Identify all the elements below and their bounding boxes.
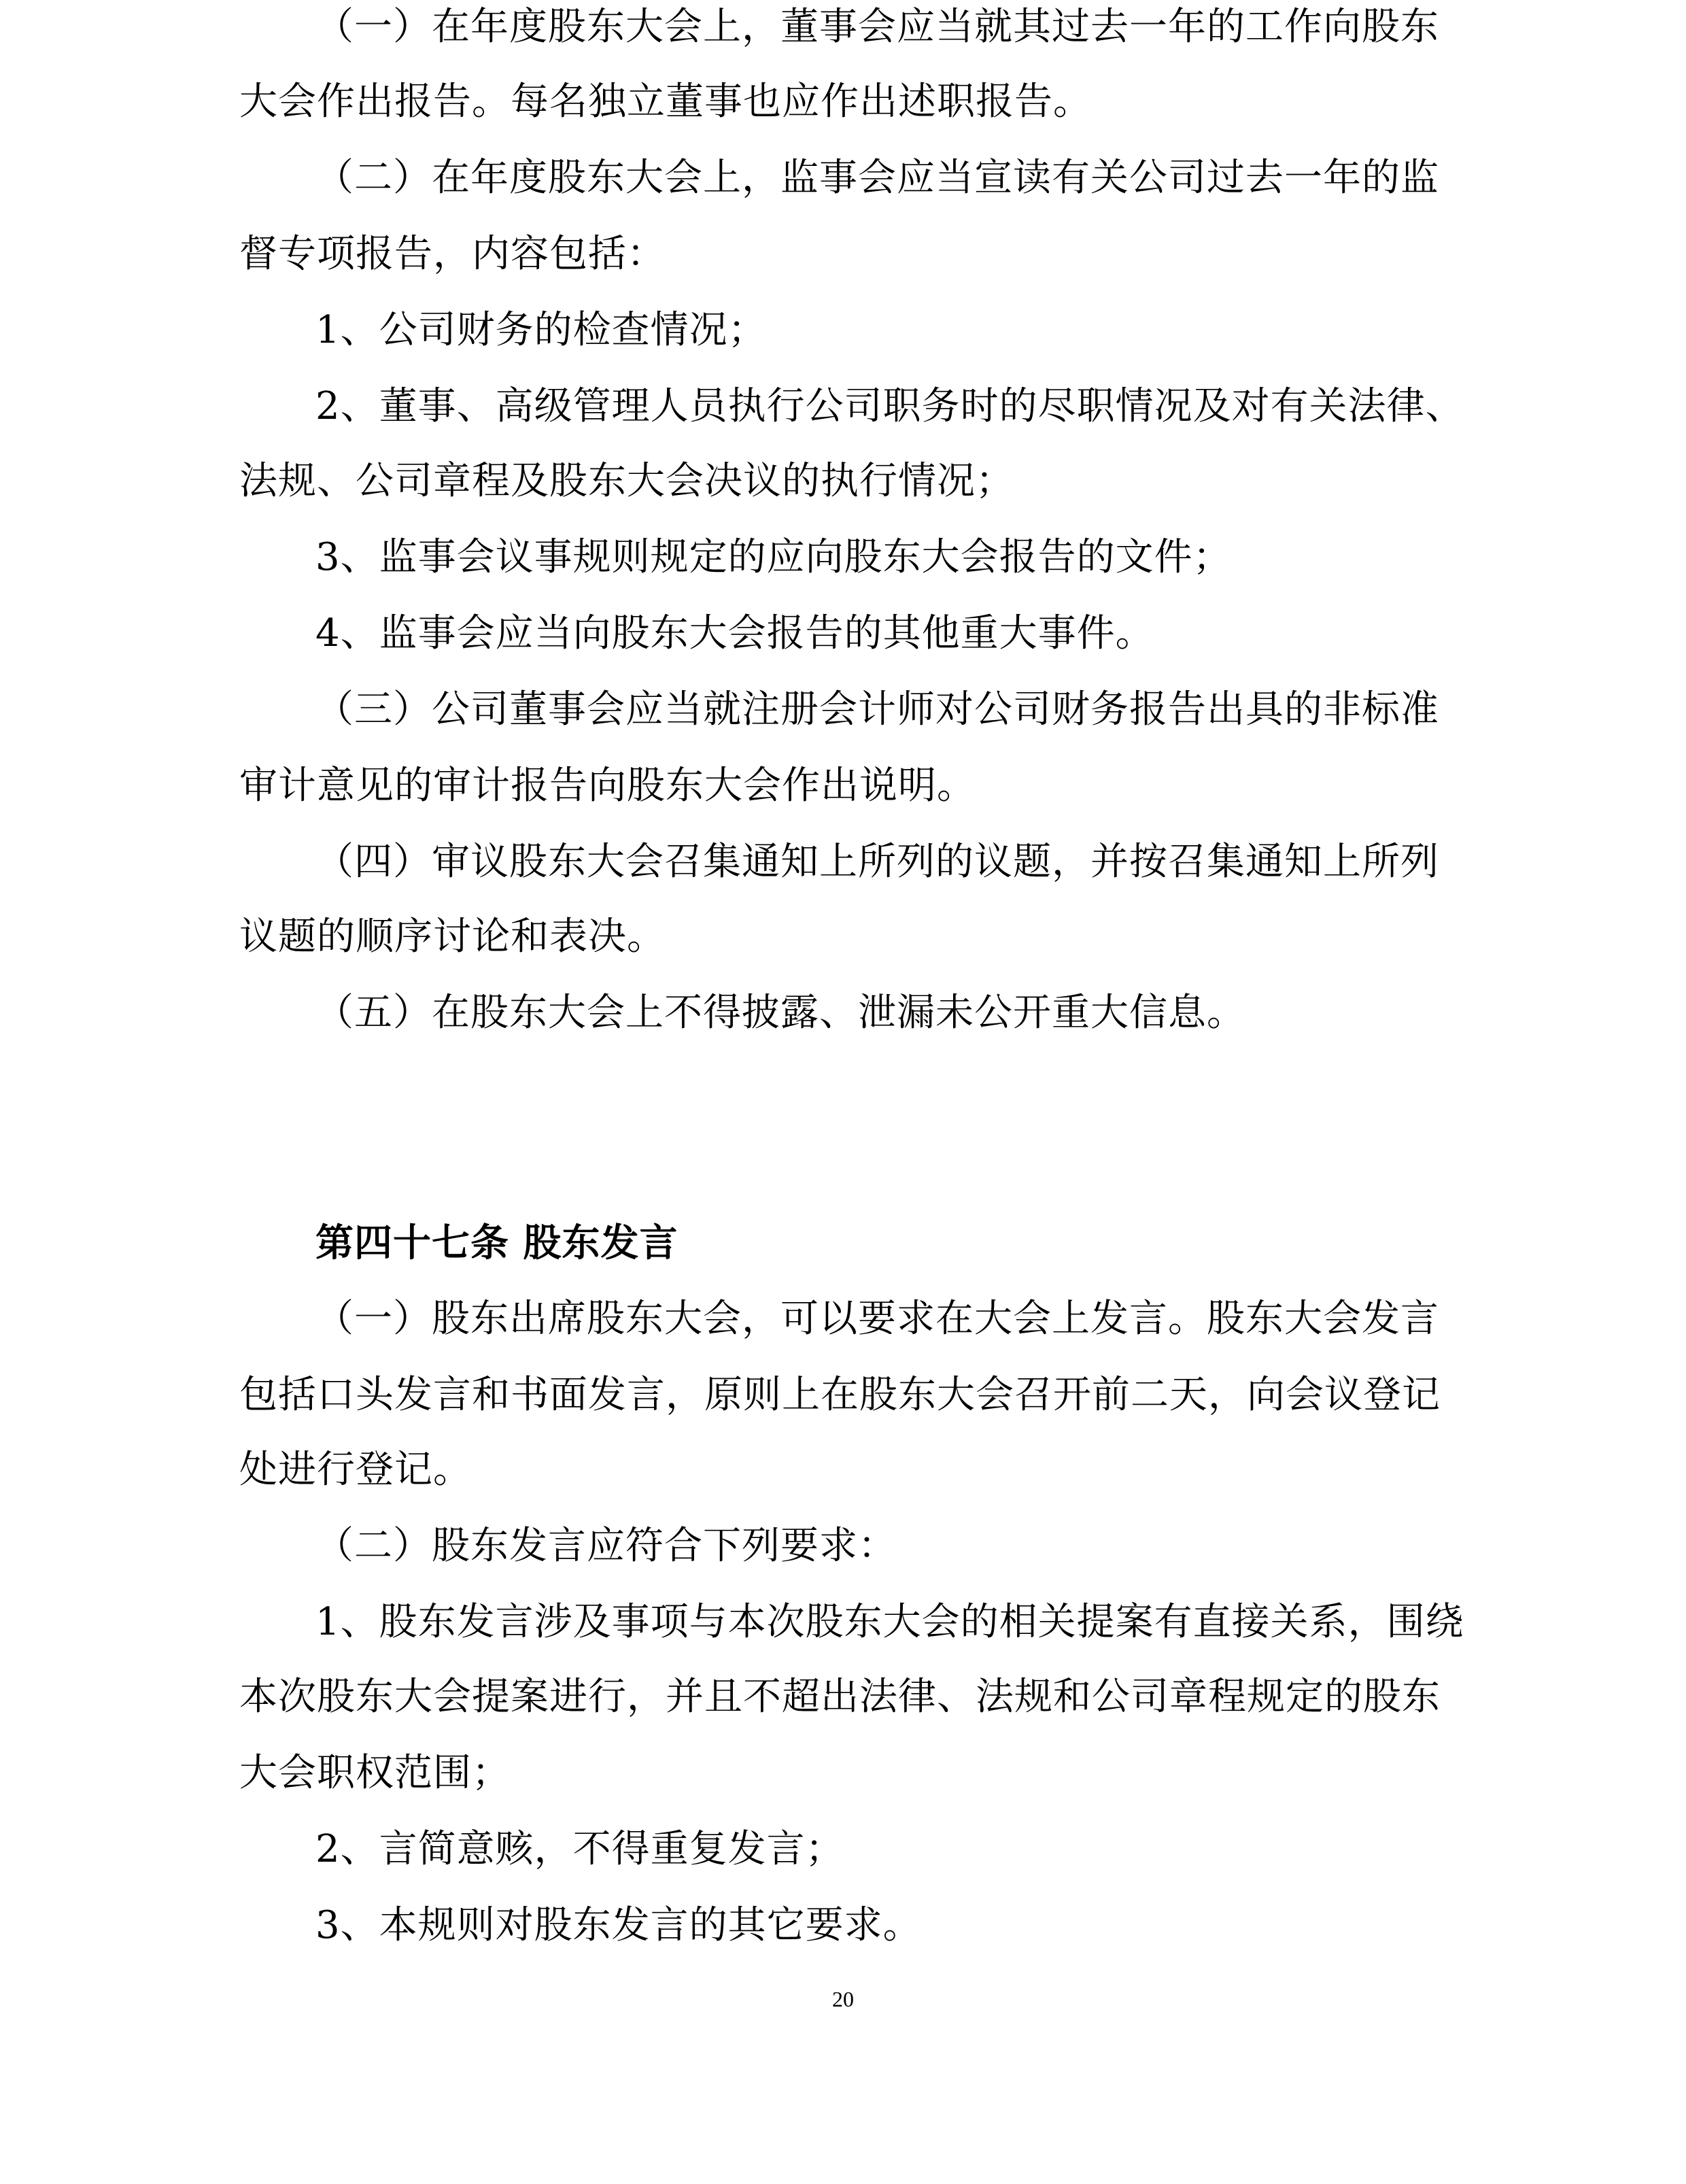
text-line: （三）公司董事会应当就注册会计师对公司财务报告出具的非标准 bbox=[315, 687, 1439, 732]
page-number: 20 bbox=[832, 1987, 854, 2011]
text-line: 本次股东大会提案进行，并且不超出法律、法规和公司章程规定的股东 bbox=[239, 1675, 1441, 1719]
text-line: 议题的顺序讨论和表决。 bbox=[239, 915, 666, 959]
text-line: 包括口头发言和书面发言，原则上在股东大会召开前二天，向会议登记 bbox=[239, 1373, 1441, 1417]
text-line: 法规、公司章程及股东大会决议的执行情况； bbox=[239, 459, 1014, 503]
text-line: 4、监事会应当向股东大会报告的其他重大事件。 bbox=[315, 611, 1154, 655]
text-line: （二）股东发言应符合下列要求： bbox=[315, 1524, 897, 1568]
text-line: 大会职权范围； bbox=[239, 1751, 511, 1795]
text-line: 1、股东发言涉及事项与本次股东大会的相关提案有直接关系，围绕 bbox=[315, 1600, 1464, 1644]
text-line: 3、本规则对股东发言的其它要求。 bbox=[315, 1903, 922, 1947]
text-line: 审计意见的审计报告向股东大会作出说明。 bbox=[239, 764, 976, 808]
text-line: 3、监事会议事规则规定的应向股东大会报告的文件； bbox=[315, 535, 1232, 579]
text-line: 大会作出报告。每名独立董事也应作出述职报告。 bbox=[239, 80, 1092, 124]
text-line: 2、言简意赅，不得重复发言； bbox=[315, 1827, 844, 1871]
article-heading: 第四十七条 股东发言 bbox=[315, 1221, 678, 1265]
text-line: 督专项报告，内容包括： bbox=[239, 232, 666, 276]
text-line: （四）审议股东大会召集通知上所列的议题，并按召集通知上所列 bbox=[315, 840, 1439, 884]
text-line: （一）股东出席股东大会，可以要求在大会上发言。股东大会发言 bbox=[315, 1297, 1439, 1341]
text-line: （一）在年度股东大会上，董事会应当就其过去一年的工作向股东 bbox=[315, 5, 1439, 49]
text-line: （五）在股东大会上不得披露、泄漏未公开重大信息。 bbox=[315, 991, 1245, 1035]
text-line: 2、董事、高级管理人员执行公司职务时的尽职情况及对有关法律、 bbox=[315, 384, 1464, 428]
text-line: 处进行登记。 bbox=[239, 1448, 472, 1492]
text-line: （二）在年度股东大会上，监事会应当宣读有关公司过去一年的监 bbox=[315, 156, 1439, 200]
text-line: 1、公司财务的检查情况； bbox=[315, 308, 767, 352]
